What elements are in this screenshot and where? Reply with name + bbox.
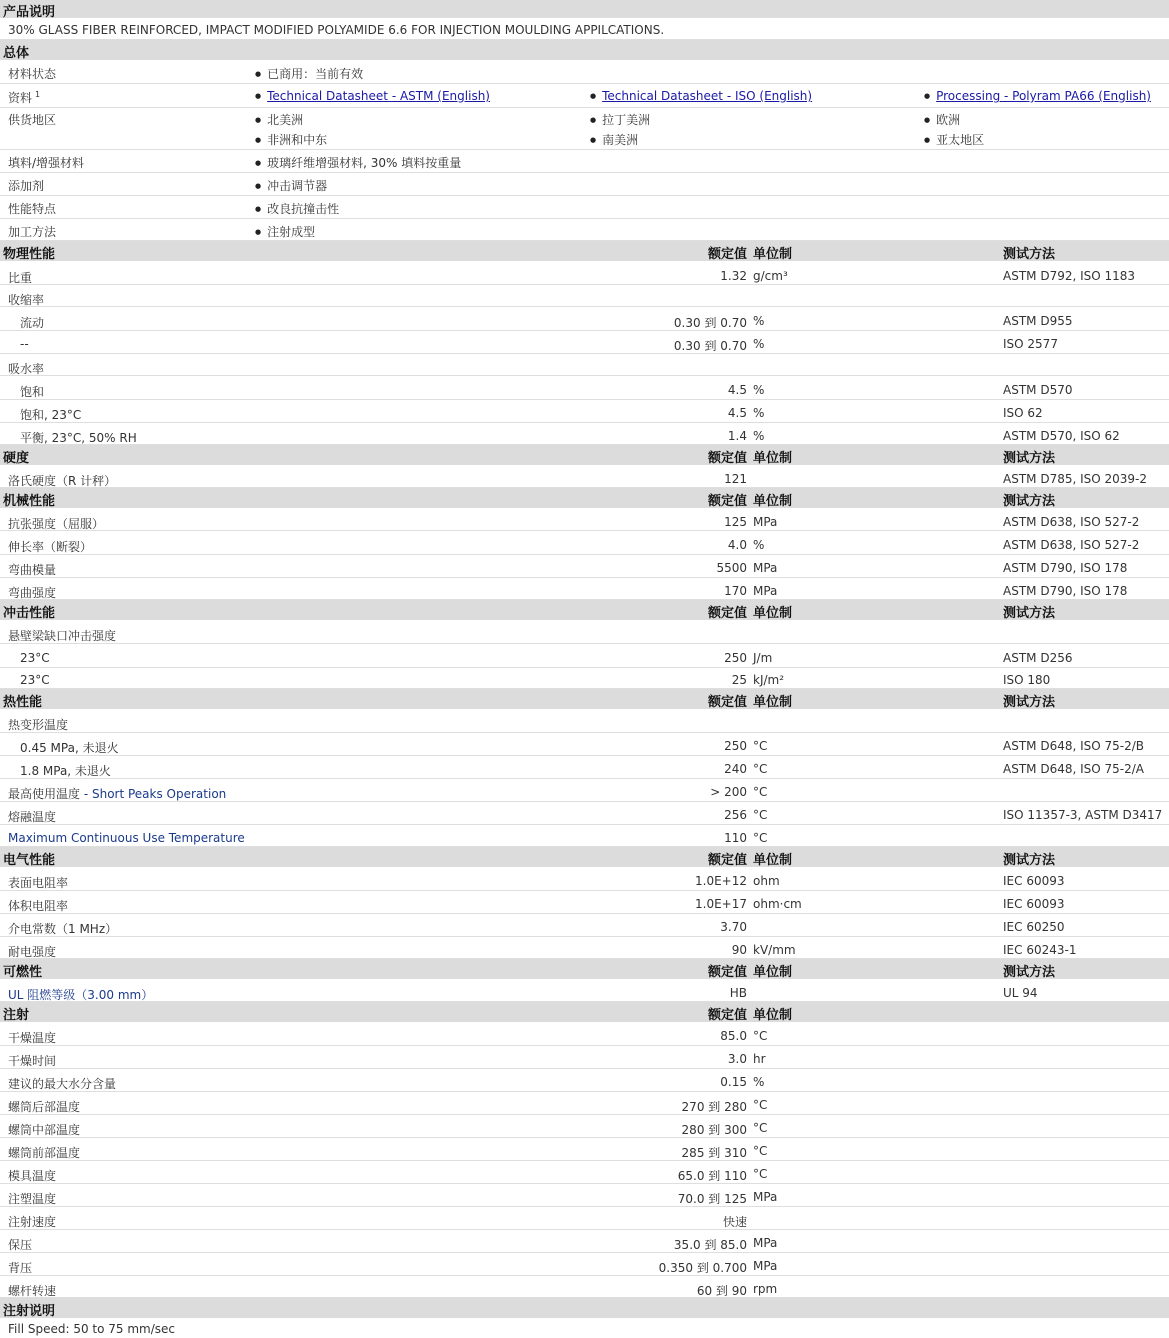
unit-value: °C xyxy=(753,739,768,753)
section-header-product-desc xyxy=(0,0,1169,18)
property-row xyxy=(0,331,1169,354)
property-label: -- xyxy=(20,337,29,351)
test-method: ASTM D785, ISO 2039-2 xyxy=(1003,472,1148,486)
unit-value: % xyxy=(753,429,765,443)
section-title: 总体 xyxy=(3,46,30,61)
nominal-value: 270 到 280 xyxy=(681,1100,747,1114)
row-label: 添加剂 xyxy=(8,179,45,193)
nominal-value: 125 xyxy=(724,515,747,529)
unit-value: % xyxy=(753,314,765,328)
property-note: - Short Peaks Operation xyxy=(80,787,227,801)
property-label: 螺杆转速 xyxy=(8,1284,57,1298)
nominal-value: 250 xyxy=(724,651,747,665)
property-row xyxy=(0,868,1169,891)
nominal-value: 3.0 xyxy=(727,1052,747,1066)
property-label: 23°C xyxy=(20,651,50,665)
test-method: ASTM D570, ISO 62 xyxy=(1003,429,1120,443)
test-method: ISO 180 xyxy=(1003,673,1051,687)
iso-datasheet-link[interactable]: Technical Datasheet - ISO (English) xyxy=(602,89,813,103)
property-label: 注塑温度 xyxy=(8,1192,57,1206)
nominal-value: 70.0 到 125 xyxy=(677,1192,747,1206)
property-row xyxy=(0,400,1169,423)
property-row xyxy=(0,779,1169,802)
nominal-value: 60 到 90 xyxy=(696,1284,747,1298)
region-item: ● 非洲和中东 xyxy=(255,131,327,148)
nominal-value: 1.32 xyxy=(720,269,747,283)
property-row xyxy=(0,423,1169,445)
nominal-value: 240 xyxy=(724,762,747,776)
property-row xyxy=(0,509,1169,531)
section-header-thermal xyxy=(0,689,1169,709)
property-row xyxy=(0,937,1169,959)
injection-note-text: Fill Speed: 50 to 75 mm/sec xyxy=(8,1322,176,1336)
nominal-value: 4.5 xyxy=(727,383,747,397)
property-label: 注射速度 xyxy=(8,1215,57,1229)
nominal-value: 85.0 xyxy=(720,1029,747,1043)
nominal-value: 110 xyxy=(724,831,747,845)
section-title: 硬度 xyxy=(3,451,30,466)
property-label: 模具温度 xyxy=(8,1169,57,1183)
property-label: 背压 xyxy=(8,1261,33,1275)
test-method: ASTM D638, ISO 527-2 xyxy=(1003,515,1140,529)
unit-col-header: 单位制 xyxy=(753,247,793,262)
nominal-value: 0.15 xyxy=(720,1075,747,1089)
general-row-regions xyxy=(0,108,1169,150)
general-row-status xyxy=(0,60,1169,84)
nominal-col-header: 额定值 xyxy=(707,451,747,466)
test-method: IEC 60250 xyxy=(1003,920,1065,934)
test-method: ASTM D648, ISO 75-2/A xyxy=(1003,762,1144,776)
property-row xyxy=(0,1138,1169,1161)
unit-value: °C xyxy=(753,1121,768,1135)
unit-value: °C xyxy=(753,785,768,799)
property-row xyxy=(0,1184,1169,1207)
unit-value: °C xyxy=(753,1144,768,1158)
nominal-value: 1.0E+12 xyxy=(695,874,747,888)
general-row-features xyxy=(0,196,1169,219)
region-item: ● 南美洲 xyxy=(590,131,638,148)
nominal-value: 0.350 到 0.700 xyxy=(658,1261,747,1275)
property-label: 收缩率 xyxy=(8,293,45,307)
property-label: 体积电阻率 xyxy=(8,899,69,913)
unit-value: rpm xyxy=(753,1282,778,1296)
test-method: ASTM D790, ISO 178 xyxy=(1003,561,1128,575)
property-label: 耐电强度 xyxy=(8,945,57,959)
property-row xyxy=(0,1023,1169,1046)
region-item: ● 亚太地区 xyxy=(924,131,984,148)
unit-value: MPa xyxy=(753,1236,778,1250)
unit-value: % xyxy=(753,538,765,552)
property-label: 介电常数（1 MHz） xyxy=(8,922,118,936)
nominal-value: 1.4 xyxy=(727,429,747,443)
nominal-value: 90 xyxy=(731,943,747,957)
property-row xyxy=(0,1069,1169,1092)
property-row xyxy=(0,802,1169,825)
product-desc-row xyxy=(0,18,1169,40)
row-label: 加工方法 xyxy=(8,225,57,239)
property-row xyxy=(0,891,1169,914)
property-row xyxy=(0,1046,1169,1069)
property-row xyxy=(0,1253,1169,1276)
unit-value: % xyxy=(753,337,765,351)
section-header-injection-notes xyxy=(0,1298,1169,1318)
nominal-value: 4.0 xyxy=(727,538,747,552)
nominal-value: 25 xyxy=(731,673,747,687)
test-method: ASTM D256 xyxy=(1003,651,1073,665)
unit-col-header: 单位制 xyxy=(753,965,793,980)
nominal-value: 1.0E+17 xyxy=(695,897,747,911)
property-row xyxy=(0,733,1169,756)
test-method: IEC 60243-1 xyxy=(1003,943,1077,957)
unit-value: J/m xyxy=(753,651,773,665)
product-desc-text: 30% GLASS FIBER REINFORCED, IMPACT MODIFIED POLYAMIDE 6.6 FOR INJECTION MOULDING APPILCATIONS. xyxy=(8,23,665,37)
property-row xyxy=(0,377,1169,400)
nominal-value: 121 xyxy=(724,472,747,486)
test-method: ISO 62 xyxy=(1003,406,1043,420)
doc-link-item xyxy=(924,89,1151,103)
property-label: 吸水率 xyxy=(8,362,45,376)
nominal-value: 35.0 到 85.0 xyxy=(673,1238,747,1252)
features-value: ● 改良抗撞击性 xyxy=(255,200,339,217)
method-col-header: 测试方法 xyxy=(1003,606,1056,621)
nominal-value: 250 xyxy=(724,739,747,753)
property-row xyxy=(0,308,1169,331)
unit-value: kJ/m² xyxy=(753,673,785,687)
unit-value: °C xyxy=(753,831,768,845)
row-label: 供货地区 xyxy=(8,113,57,127)
property-row xyxy=(0,645,1169,668)
nominal-value: 0.30 到 0.70 xyxy=(673,316,747,330)
nominal-col-header: 额定值 xyxy=(707,247,747,262)
nominal-value: 280 到 300 xyxy=(681,1123,747,1137)
unit-col-header: 单位制 xyxy=(753,695,793,710)
unit-col-header: 单位制 xyxy=(753,494,793,509)
property-label: 流动 xyxy=(20,316,45,330)
unit-value: kV/mm xyxy=(753,943,796,957)
section-header-electrical xyxy=(0,847,1169,867)
unit-col-header: 单位制 xyxy=(753,1008,793,1023)
nominal-value: 快速 xyxy=(722,1215,747,1229)
nominal-col-header: 额定值 xyxy=(707,853,747,868)
nominal-value: 285 到 310 xyxy=(681,1146,747,1160)
general-row-processing xyxy=(0,219,1169,241)
injection-notes-row xyxy=(0,1318,1169,1338)
property-row xyxy=(0,710,1169,733)
region-item: ● 北美洲 xyxy=(255,111,303,128)
test-method: ASTM D792, ISO 1183 xyxy=(1003,269,1136,283)
method-col-header: 测试方法 xyxy=(1003,965,1056,980)
unit-value: g/cm³ xyxy=(753,269,788,283)
unit-col-header: 单位制 xyxy=(753,451,793,466)
section-title: 可燃性 xyxy=(3,965,43,980)
test-method: ASTM D638, ISO 527-2 xyxy=(1003,538,1140,552)
region-item: ● 拉丁美洲 xyxy=(590,111,650,128)
property-label: 23°C xyxy=(20,673,50,687)
property-label: 最高使用温度 - Short Peaks Operation xyxy=(8,787,227,801)
nominal-value: 5500 xyxy=(716,561,747,575)
unit-col-header: 单位制 xyxy=(753,853,793,868)
row-label: 性能特点 xyxy=(8,202,57,216)
method-col-header: 测试方法 xyxy=(1003,247,1056,262)
nominal-col-header: 额定值 xyxy=(707,1008,747,1023)
unit-value: ohm·cm xyxy=(753,897,802,911)
nominal-value: 256 xyxy=(724,808,747,822)
property-row xyxy=(0,825,1169,847)
property-row xyxy=(0,914,1169,937)
test-method: IEC 60093 xyxy=(1003,897,1065,911)
unit-value: MPa xyxy=(753,1190,778,1204)
property-label: 熔融温度 xyxy=(8,810,57,824)
row-label: 材料状态 xyxy=(8,67,57,81)
doc-link-item xyxy=(255,89,490,103)
unit-value: % xyxy=(753,406,765,420)
nominal-col-header: 额定值 xyxy=(707,606,747,621)
unit-value: % xyxy=(753,1075,765,1089)
section-title: 电气性能 xyxy=(3,853,56,868)
test-method: ISO 2577 xyxy=(1003,337,1058,351)
test-method: UL 94 xyxy=(1003,986,1038,1000)
property-row xyxy=(0,1276,1169,1298)
property-row xyxy=(0,1230,1169,1253)
property-label: 伸长率（断裂） xyxy=(8,540,93,554)
property-row xyxy=(0,354,1169,376)
filler-value: ● 玻璃纤维增强材料, 30% 填料按重量 xyxy=(255,154,461,171)
test-method: IEC 60093 xyxy=(1003,874,1065,888)
row-label: 填料/增强材料 xyxy=(8,156,85,170)
nominal-col-header: 额定值 xyxy=(707,965,747,980)
property-row xyxy=(0,1207,1169,1230)
property-row xyxy=(0,756,1169,779)
property-label: 干燥时间 xyxy=(8,1054,57,1068)
unit-value: MPa xyxy=(753,515,778,529)
property-label: 建议的最大水分含量 xyxy=(8,1077,117,1091)
unit-value: MPa xyxy=(753,1259,778,1273)
nominal-value: > 200 xyxy=(710,785,747,799)
unit-value: °C xyxy=(753,808,768,822)
method-col-header: 测试方法 xyxy=(1003,451,1056,466)
test-method: ASTM D790, ISO 178 xyxy=(1003,584,1128,598)
nominal-col-header: 额定值 xyxy=(707,695,747,710)
astm-datasheet-link[interactable]: Technical Datasheet - ASTM (English) xyxy=(267,89,490,103)
unit-col-header: 单位制 xyxy=(753,606,793,621)
unit-value: % xyxy=(753,383,765,397)
section-header-hardness xyxy=(0,445,1169,465)
section-title: 热性能 xyxy=(3,695,43,710)
unit-value: °C xyxy=(753,1167,768,1181)
property-label: 比重 xyxy=(8,271,33,285)
general-row-filler xyxy=(0,150,1169,173)
nominal-value: 4.5 xyxy=(727,406,747,420)
property-label: Maximum Continuous Use Temperature xyxy=(8,831,245,845)
test-method: ISO 11357-3, ASTM D3417 xyxy=(1003,808,1163,822)
property-label: 饱和 xyxy=(20,385,45,399)
section-title: 冲击性能 xyxy=(3,606,56,621)
nominal-value: HB xyxy=(729,986,747,1000)
property-label: 弯曲强度 xyxy=(8,586,57,600)
property-label: 0.45 MPa, 未退火 xyxy=(20,741,119,755)
section-header-general xyxy=(0,40,1169,60)
section-header-mechanical xyxy=(0,488,1169,508)
unit-value: °C xyxy=(753,1029,768,1043)
section-title: 机械性能 xyxy=(3,494,56,509)
nominal-value: 3.70 xyxy=(720,920,747,934)
nominal-value: 65.0 到 110 xyxy=(677,1169,747,1183)
nominal-col-header: 额定值 xyxy=(707,494,747,509)
property-label: 保压 xyxy=(8,1238,33,1252)
region-item: ● 欧洲 xyxy=(924,111,960,128)
doc-link-item xyxy=(590,89,812,103)
property-row xyxy=(0,668,1169,689)
property-label: 抗张强度（屈服） xyxy=(8,517,105,531)
property-row xyxy=(0,621,1169,644)
property-label: 螺筒前部温度 xyxy=(8,1146,81,1160)
nominal-value: 0.30 到 0.70 xyxy=(673,339,747,353)
status-value: ● 已商用：当前有效 xyxy=(255,65,363,82)
test-method: ASTM D955 xyxy=(1003,314,1073,328)
general-row-additive xyxy=(0,173,1169,196)
property-row xyxy=(0,1092,1169,1115)
method-col-header: 测试方法 xyxy=(1003,853,1056,868)
section-title: 注射说明 xyxy=(3,1304,56,1319)
property-row xyxy=(0,555,1169,578)
property-row xyxy=(0,1115,1169,1138)
section-header-injection xyxy=(0,1002,1169,1022)
unit-value: °C xyxy=(753,1098,768,1112)
property-row xyxy=(0,532,1169,555)
property-label: 悬壁梁缺口冲击强度 xyxy=(8,629,117,643)
unit-value: MPa xyxy=(753,561,778,575)
property-label: 平衡, 23°C, 50% RH xyxy=(20,431,137,445)
general-row-docs xyxy=(0,84,1169,108)
row-label: 资料 $^1$ xyxy=(8,90,41,105)
property-label: 洛氏硬度（R 计秤） xyxy=(8,474,117,488)
property-label: 弯曲模量 xyxy=(8,563,57,577)
property-row xyxy=(0,980,1169,1002)
property-label: 表面电阻率 xyxy=(8,876,69,890)
property-label: 热变形温度 xyxy=(8,718,69,732)
section-header-impact xyxy=(0,600,1169,620)
unit-value: ohm xyxy=(753,874,780,888)
test-method: ASTM D570 xyxy=(1003,383,1073,397)
property-label: UL 阻燃等级（3.00 mm） xyxy=(8,988,154,1002)
property-label: 干燥温度 xyxy=(8,1031,57,1045)
processing-link[interactable]: Processing - Polyram PA66 (English) xyxy=(936,89,1151,103)
property-row xyxy=(0,466,1169,488)
property-row xyxy=(0,1161,1169,1184)
section-title: 产品说明 xyxy=(3,5,56,20)
property-row xyxy=(0,263,1169,285)
additive-value: ● 冲击调节器 xyxy=(255,177,327,194)
property-label: 螺筒中部温度 xyxy=(8,1123,81,1137)
method-col-header: 测试方法 xyxy=(1003,494,1056,509)
section-title: 注射 xyxy=(3,1008,30,1023)
test-method: ASTM D648, ISO 75-2/B xyxy=(1003,739,1145,753)
unit-value: MPa xyxy=(753,584,778,598)
property-label: 1.8 MPa, 未退火 xyxy=(20,764,111,778)
nominal-value: 170 xyxy=(724,584,747,598)
unit-value: hr xyxy=(753,1052,766,1066)
property-row xyxy=(0,578,1169,600)
property-label: 饱和, 23°C xyxy=(20,408,82,422)
section-header-flammability xyxy=(0,959,1169,979)
section-title: 物理性能 xyxy=(3,247,56,262)
property-row xyxy=(0,285,1169,307)
processing-value: ● 注射成型 xyxy=(255,223,315,240)
method-col-header: 测试方法 xyxy=(1003,695,1056,710)
property-label: 螺筒后部温度 xyxy=(8,1100,81,1114)
unit-value: °C xyxy=(753,762,768,776)
section-header-physical xyxy=(0,241,1169,261)
